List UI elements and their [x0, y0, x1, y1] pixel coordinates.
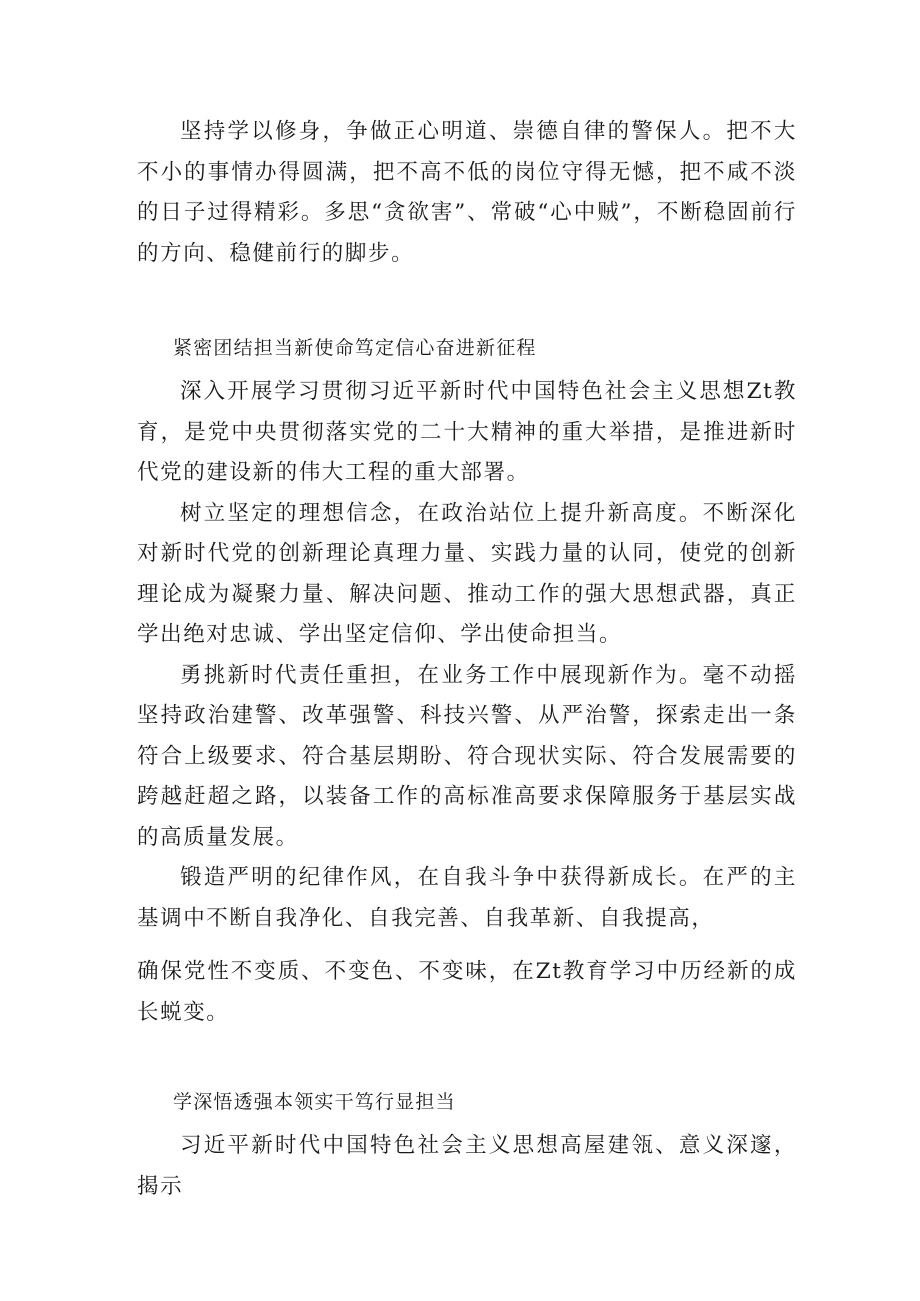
section-heading-study: 学深悟透强本领实干笃行显担当	[173, 1091, 456, 1113]
paragraph-thought-significance: 习近平新时代中国特色社会主义思想高屋建瓴、意义深邃，揭示	[137, 1133, 797, 1199]
heading-2-block	[137, 1082, 797, 1122]
paragraph-responsibility: 勇挑新时代责任重担，在业务工作中展现新作为。毫不动摇坚持政治建警、改革强警、科技兴警、从严治警，探索走出一条符合上级要求、符合基层期盼、符合现状实际、符合发展需要的跨越赶超之路，以装备工作的高标准高要求保障服务于基层实战的高质量发展。	[137, 662, 797, 850]
section-heading-unity: 紧密团结担当新使命笃定信心奋进新征程	[173, 337, 537, 359]
paragraph-party-spirit: 确保党性不变质、不变色、不变味，在Zt教育学习中历经新的成长蜕变。	[137, 959, 797, 1025]
heading-1-block	[137, 328, 797, 368]
paragraph-1-block	[137, 112, 797, 274]
paragraph-self-cultivation: 坚持学以修身，争做正心明道、崇德自律的警保人。把不大不小的事情办得圆满，把不高不低的岗位守得无憾，把不咸不淡的日子过得精彩。多思“贪欲害”、常破“心中贼”，不断稳固前行的方向、稳健前行的脚步。	[137, 119, 797, 266]
paragraph-education-intro: 深入开展学习贯彻习近平新时代中国特色社会主义思想Zt教育，是党中央贯彻落实党的二十大精神的重大举措，是推进新时代党的建设新的伟大工程的重大部署。	[137, 379, 797, 485]
paragraph-continuation-block	[137, 952, 797, 1033]
paragraph-discipline: 锻造严明的纪律作风，在自我斗争中获得新成长。在严的主基调中不断自我净化、自我完善、自我革新、自我提高，	[137, 865, 797, 931]
paragraph-ideals: 树立坚定的理想信念，在政治站位上提升新高度。不断深化对新时代党的创新理论真理力量、实践力量的认同，使党的创新理论成为凝聚力量、解决问题、推动工作的强大思想武器，真正学出绝对忠诚、学出坚定信仰、学出使命担当。	[137, 500, 797, 647]
paragraph-final-block	[137, 1126, 797, 1207]
paragraph-2-block	[137, 372, 797, 939]
